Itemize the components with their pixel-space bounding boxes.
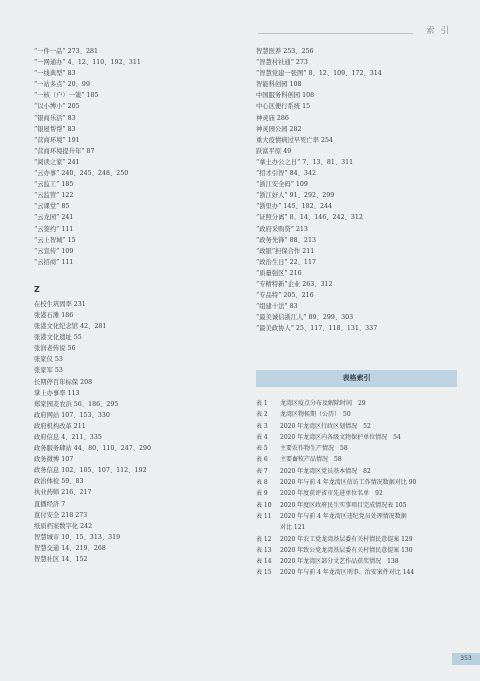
index-entry: “政银”担保合作 211: [256, 247, 315, 255]
table-caption: 2020 年龙湾区部分文艺作品获奖情况 138: [280, 558, 399, 566]
index-entry: “专精特新”企业 263、312: [256, 280, 333, 288]
index-entry: “证照分离” 8、14、146、242、312: [256, 214, 363, 222]
index-entry: 张润老传说 56: [34, 345, 76, 353]
index-entry: “营商环境提升年” 87: [34, 147, 95, 155]
index-entry: “一站多点” 20、99: [34, 81, 90, 89]
table-caption: 2020 年与前 4 年龙湾区刑事、治安案件对比 144: [280, 569, 415, 577]
index-entry: 政府机构改革 211: [34, 422, 86, 430]
index-entry: “智慧党建一张图” 8、12、109、172、314: [256, 70, 382, 78]
index-entry: “云办事” 240、245、248、250: [34, 170, 129, 178]
table-caption: 2020 年龙湾区党员基本情况 82: [280, 467, 371, 475]
right-index-column: [256, 46, 456, 334]
index-entry: “一件一品” 273、281: [34, 48, 98, 55]
table-caption: 2020 年龙湾区内各级文物保护单位情况 54: [280, 433, 401, 441]
table-index-banner: [256, 370, 457, 387]
index-entry: 张家军 53: [34, 367, 63, 375]
index-entry: 纸质档案数字化 242: [34, 522, 93, 530]
index-entry: “最美政协人” 25、117、118、131、337: [256, 325, 378, 333]
table-number: 表 11: [256, 512, 272, 520]
index-entry: “云监管” 122: [34, 192, 74, 200]
index-entry: 神灵园公园 282: [256, 125, 302, 133]
index-entry: “质量强区” 216: [256, 269, 302, 277]
index-entry: “招才引智” 84、342: [256, 170, 316, 178]
index-entry: 政务信息 102、105、107、112、192: [34, 467, 147, 475]
index-entry: 掌上办事率 113: [34, 389, 80, 397]
index-entry: “云上智城” 15: [34, 236, 76, 244]
table-caption: 2020 年农工党龙湾基层委有关村情民意提案 129: [280, 535, 413, 543]
table-caption: 2020 年龙湾区行政区划情况 52: [280, 422, 371, 430]
table-index-row: [256, 409, 416, 420]
table-index-row: [256, 534, 416, 545]
table-index-row: [256, 567, 416, 578]
index-entry: “浙里办” 145、182、244: [256, 203, 332, 211]
index-entries-z: [34, 299, 244, 565]
index-entry: “营商环境” 191: [34, 136, 80, 144]
table-number: 表 9: [256, 490, 268, 498]
index-entry: “阅读之家” 241: [34, 158, 80, 166]
table-index-row: [256, 488, 416, 499]
index-entry: 张港文化纪念馆 42、281: [34, 323, 107, 331]
table-index-row: [256, 545, 416, 556]
table-index-row: [256, 466, 416, 477]
index-entry: 政府信息 4、211、335: [34, 434, 102, 441]
index-entry: 智慧交通 14、219、268: [34, 544, 106, 552]
index-entry: “云监工” 185: [34, 181, 74, 189]
index-entry: 智能科创园 108: [256, 81, 302, 89]
index-entry: 张港石滩 186: [34, 311, 74, 319]
index-entry: “云签约” 111: [34, 225, 74, 233]
table-number: 表 7: [256, 467, 268, 475]
table-number: 表 8: [256, 479, 268, 487]
table-caption: 龙湾区疫点分布及解除时间 29: [280, 400, 366, 407]
index-entry: “一网通办” 4、12、110、192、311: [34, 59, 141, 67]
index-entry: “拿土办公之日” 7、13、81、311: [256, 158, 354, 166]
index-entry: 中心区便行系统 15: [256, 103, 311, 111]
table-index-row: [256, 432, 416, 443]
index-entry: “政务先锋” 88、213: [256, 236, 316, 244]
index-entry: “云课堂” 85: [34, 203, 70, 211]
table-index-row: [256, 511, 416, 522]
table-index-row: [256, 443, 416, 454]
table-caption: 对比 121: [280, 524, 306, 532]
table-index-row: [256, 421, 416, 432]
index-entry: “浙江好人” 91、292、299: [256, 192, 335, 200]
index-entry: “银商乐活” 83: [34, 114, 76, 122]
table-caption: 2020 年与前 4 年龙湾区信访工作情况数据对比 90: [280, 479, 417, 487]
table-caption: 龙湾区物候期（公历） 50: [280, 411, 351, 419]
index-entry: 跃富平原 49: [256, 147, 292, 155]
index-entry: 中国服务科创园 108: [256, 92, 315, 100]
index-entry: “浙江安全码” 109: [256, 181, 308, 189]
table-index-row: [256, 477, 416, 488]
index-entry: 直付安全 218 273: [34, 511, 88, 519]
table-caption: 2020 年度区政府民生实事项目完成情况表 105: [280, 501, 407, 509]
table-caption: 2020 年致公党龙湾基层委有关村情民意提案 130: [280, 546, 413, 554]
index-entry: “政府采购贷” 213: [256, 225, 308, 233]
index-entry: 神灵庙 286: [256, 114, 289, 122]
index-entry: “政治生日” 22、117: [256, 258, 316, 266]
index-entry: 在校生巩固率 231: [34, 300, 86, 308]
table-index-row: [256, 556, 416, 567]
index-entry: “以小博小” 205: [34, 103, 80, 111]
index-entry: 执业药师 216、217: [34, 489, 92, 497]
left-index-column: [34, 46, 244, 565]
index-entries-right: [256, 46, 456, 334]
index-entry: 直播经济 7: [34, 500, 66, 508]
index-entry: “云龙园” 241: [34, 214, 74, 222]
index-entry: 智慧医养 253、256: [256, 48, 314, 55]
index-entry: “组建十法” 83: [256, 303, 298, 311]
section-letter-z: Z: [34, 284, 40, 294]
index-entry: 政务微博 107: [34, 456, 74, 464]
index-entry: “一核（户）一策” 185: [34, 92, 99, 100]
index-entries-y: [34, 46, 244, 268]
index-entry: 张家仪 53: [34, 356, 63, 364]
table-number: 表 1: [256, 400, 268, 407]
index-entry: “云宣传” 109: [34, 247, 74, 255]
running-header-title: 索引: [426, 26, 456, 36]
table-caption: 2020 年与前 4 年龙湾区违纪党员处理情况数据: [280, 512, 407, 520]
index-entry: 智慧社区 14、152: [34, 556, 88, 564]
page-number: 353: [460, 655, 472, 662]
table-index-list: [256, 398, 416, 579]
index-entry: 郑家园麦农浜 56、186、295: [34, 400, 119, 408]
index-entry: “银屋帮帮” 83: [34, 125, 76, 133]
index-entry: 政治体检 59、83: [34, 478, 84, 486]
index-entry: 智慧城市 10、15、313、319: [34, 533, 121, 541]
table-number: 表 12: [256, 535, 272, 543]
table-number: 表 2: [256, 411, 268, 419]
table-index-title: 表格索引: [342, 374, 371, 382]
index-entry: “云招商” 111: [34, 258, 74, 266]
table-index-row: [256, 398, 416, 409]
table-number: 表 5: [256, 445, 268, 453]
table-index-row: [256, 500, 416, 511]
header-rule: [258, 33, 413, 34]
table-index-row: [256, 522, 416, 533]
index-entry: 长期停百年标保 208: [34, 378, 93, 386]
table-caption: 2020 年度获评省市先进单位名单 92: [280, 490, 383, 498]
page-number-badge: [452, 653, 480, 665]
index-entry: “一线典型” 83: [34, 70, 76, 78]
index-entry: 政府网站 107、153、330: [34, 411, 110, 419]
table-number: 表 10: [256, 501, 272, 509]
index-entry: 张港文化遗址 55: [34, 334, 82, 342]
index-entry: 重大疫情病过早死亡率 254: [256, 136, 333, 144]
index-entry: “专品特” 205、216: [256, 292, 314, 300]
table-caption: 主要农作物生产情况 58: [280, 445, 348, 453]
table-index-row: [256, 454, 416, 465]
table-number: 表 15: [256, 569, 272, 577]
table-number: 表 13: [256, 546, 272, 554]
table-number: 表 3: [256, 422, 268, 430]
table-number: 表 14: [256, 558, 272, 566]
index-entry: “智慧村社通” 273: [256, 59, 308, 67]
table-number: 表 4: [256, 433, 268, 441]
table-number: 表 6: [256, 456, 268, 464]
table-caption: 主要畜牧产品情况 58: [280, 456, 342, 464]
index-entry: 政务服务肆站 44、80、110、247、290: [34, 445, 152, 453]
index-entry: “最美诚信浙江人” 89、299、303: [256, 314, 354, 322]
